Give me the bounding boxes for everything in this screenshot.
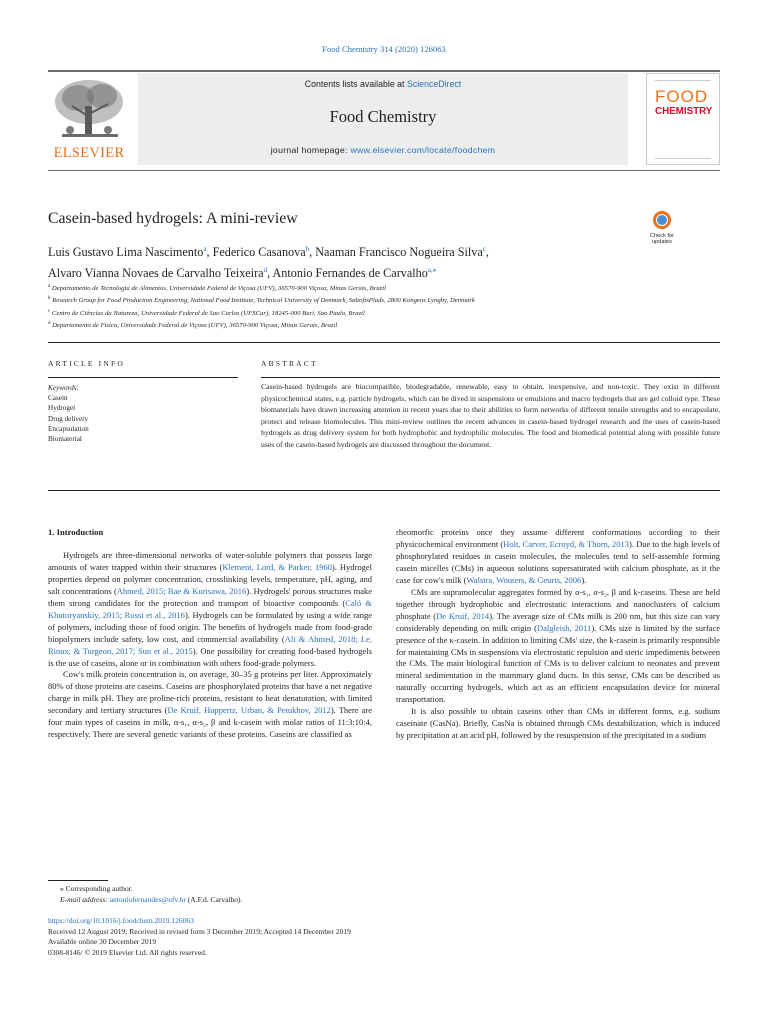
affiliation-item	[48, 294, 668, 306]
copyright: 0308-8146/ © 2019 Elsevier Ltd. All rights reserved.	[48, 947, 207, 957]
doi-link[interactable]: https://doi.org/10.1016/j.foodchem.2019.126063	[48, 916, 194, 925]
corresponding-author-note: ⁎ Corresponding author.	[60, 884, 133, 893]
author-affil-sup[interactable]: a	[203, 245, 207, 253]
body-paragraph: CMs are supramolecular aggregates formed by α-s₁, α-s₂, β and k-caseins. These are held together through hydrophobic and electrostatic interactions and nanoclusters of calcium phosphate (De Kruif, 2014). The average size of CMs milk is 200 nm, but this size can vary considerably depending on milk origin (Dalgleish, 2011). CMs size is limited by the surface presence of the κ-casein. In addition to limiting CMs' size, the k-casein is primarily responsible for maintaining CMs in suspensions via electrostatic repulsion and steric impediments between the CMs. The main biological function of CMs is to deliver calcium to neonates and prevent mineral sedimentation in the mammary gland ducts. In this sense, CMs can be described as naturally occurring hydrogels, which act as an efficient encapsulation device for mineral transportation.	[396, 586, 721, 705]
reference-link[interactable]: De Kruif, 2014	[436, 610, 490, 621]
affiliation-item	[48, 307, 668, 319]
journal-citation[interactable]: Food Chemistry 314 (2020) 126063	[322, 44, 446, 54]
sciencedirect-link[interactable]: ScienceDirect	[406, 79, 462, 89]
section-rule	[48, 490, 720, 491]
received-dates: Received 12 August 2019; Received in revised form 3 December 2019; Accepted 14 December 2019	[48, 926, 351, 936]
affiliation-text: Departamento de Tecnologia de Alimentos, Universidade Federal de Viçosa (UFV), 36570-900 Viçosa, Minas Gerais, Brazil	[51, 285, 386, 292]
keywords-block	[48, 383, 238, 444]
affiliation-sup: c	[48, 308, 51, 314]
body-column-right	[396, 527, 720, 742]
keyword-item: Casein	[48, 394, 68, 403]
journal-homepage	[138, 145, 628, 155]
affiliation-sup: d	[48, 321, 51, 327]
author-name: Luis Gustavo Lima Nascimento	[48, 245, 204, 259]
homepage-prefix: journal homepage:	[270, 145, 351, 155]
author-affil-sup[interactable]: c	[482, 245, 486, 253]
affiliation-item	[48, 282, 668, 294]
section-rule	[48, 342, 720, 343]
keyword-item: Drug delivery	[48, 414, 89, 423]
keywords-label: Keywords:	[48, 384, 79, 392]
author-affil-sup[interactable]: b	[305, 245, 310, 253]
reference-link[interactable]: Klement, Lord, & Parker, 1960	[222, 561, 332, 572]
article-info-heading: ARTICLE INFO	[48, 359, 125, 368]
contents-available	[138, 79, 628, 89]
email-label: E-mail address:	[60, 894, 110, 904]
keyword-item: Biomaterial	[48, 435, 82, 444]
reference-link[interactable]: De Kruif, Huppertz, Urban, & Petukhov, 2012	[167, 705, 331, 716]
reference-link[interactable]: Caló & Khutoryanskiy, 2015; Rossi et al., 2016	[48, 597, 372, 620]
reference-link[interactable]: Dalgleish, 2011	[536, 622, 592, 633]
available-online: Available online 30 December 2019	[48, 937, 157, 947]
affiliation-list	[48, 282, 668, 332]
cover-word-chemistry: CHEMISTRY	[655, 106, 713, 117]
footnote-rule	[48, 880, 108, 881]
article-title: Casein-based hydrogels: A mini-review	[48, 210, 298, 227]
reference-link[interactable]: Holt, Carver, Ecroyd, & Thorn, 2013	[503, 538, 630, 549]
author-list	[48, 240, 638, 282]
author-affil-sup[interactable]: d	[263, 266, 268, 274]
masthead-bottom-rule	[48, 170, 720, 171]
affiliation-item	[48, 319, 668, 331]
body-paragraph: Cow's milk protein concentration is, on average, 30–35 g proteins per liter. Approximately 80% of those proteins are caseins. Caseins are phosphorylated proteins that have a net negative charge in milk pH. They are proline-rich proteins, resistant to heat denaturation, with limited secondary and tertiary structures (De Kruif, Huppertz, Urban, & Petukhov, 2012). There are four main types of caseins in milk, α-s₁, α-s₂, β and k-casein with molar ratios of 11:3:10:4, respectively. There are several genetic variants of these proteins. Caseins are classified as	[48, 669, 373, 740]
keyword-item: Hydrogel	[48, 404, 76, 413]
journal-masthead	[48, 70, 720, 168]
author-separator: ,	[206, 245, 213, 259]
email-suffix: (A.F.d. Carvalho).	[185, 894, 243, 904]
section-heading: 1. Introduction	[48, 527, 104, 537]
keyword-item: Encapsulation	[48, 424, 89, 433]
journal-title: Food Chemistry	[329, 107, 437, 126]
author-name: Alvaro Vianna Novaes de Carvalho Teixeira	[48, 266, 264, 280]
body-paragraph: Hydrogels are three-dimensional networks of water-soluble polymers that possess large amounts of water trapped within their structures (Klement, Lord, & Parker, 1960). Hydrogel properties depend on polymer concentration, crosslinking levels, temperature, pH, aging, and salt concentrations (Ahmed, 2015; Bae & Kurisawa, 2016). Hydrogels' porous structures make them strong candidates for the protection and transport of bioactive compounds (Caló & Khutoryanskiy, 2015; Rossi et al., 2016). Hydrogels can be formulated by using a wide range of polymers, including those of food origin. The benefits of hydrogels made from food-grade biopolymers include safety, low cost, and commercial availability (Ali & Ahmed, 2018; Le, Rioux, & Turgeon, 2017; Sun et al., 2015). One possibility for creating food-based hydrogels is the use of caseins, alone or in combination with others food-grade polymers.	[48, 549, 373, 668]
homepage-link[interactable]: www.elsevier.com/locate/foodchem	[350, 145, 496, 155]
abstract-rule	[261, 377, 720, 378]
author-email-link[interactable]: antoniofernandes@ufv.br	[109, 894, 186, 904]
affiliation-text: Departamento de Física, Universidade Federal de Viçosa (UFV), 36570-900 Viçosa, Minas Gerais, Brazil	[52, 322, 338, 330]
affiliation-text: Research Group for Food Production Engineering, National Food Institute, Technical University of Denmark, SøltoftsPlads, 2800 Kongens Lyngby, Denmark	[52, 297, 475, 305]
reference-link[interactable]: Ali & Ahmed, 2018; Le, Rioux, & Turgeon, 2017; Sun et al., 2015	[48, 633, 372, 656]
cover-word-food: FOOD	[655, 87, 709, 106]
body-column-left	[48, 527, 372, 741]
author-name: Antonio Fernandes de Carvalho	[272, 266, 428, 280]
abstract-heading: ABSTRACT	[261, 359, 318, 368]
cover-rule	[655, 80, 711, 81]
author-separator: ,	[485, 245, 489, 259]
affiliation-sup: a	[48, 284, 51, 289]
check-updates-icon-center	[657, 215, 667, 225]
email-note	[48, 895, 448, 906]
body-paragraph: It is also possible to obtain caseins other than CMs in different forms, e.g. sodium caseinate (CasNa). Briefly, CasNa is obtained through CMs destabilization, which is induced by precipitation at an acid pH, followed by the resuspension of the precipitated in a sodium	[396, 706, 720, 741]
body-paragraph: rheomorfic proteins once they assume different conformations according to their physicochemical environment (Holt, Carver, Ecroyd, & Thorn, 2013). Due to the high levels of phosphorylated residues in casein molecules, the molecules tend to self-assemble forming casein micelles (CMs) in aqueous solutions supersaturated with calcium phosphate, as it the case for cow's milk (Walstra, Wouters, & Geurts, 2006).	[396, 527, 720, 585]
author-affil-sup[interactable]: a,⁎	[427, 266, 437, 274]
author-separator: ,	[267, 266, 273, 280]
article-info-rule	[48, 377, 238, 378]
affiliation-text: Centro de Ciências da Natureza, Universidade Federal de Sao Carlos (UFSCar), 18245-000 Buri, Sao Paulo, Brazil	[51, 309, 365, 317]
author-separator: ,	[309, 245, 316, 259]
elsevier-logo	[48, 76, 130, 166]
footnotes	[48, 884, 448, 905]
reference-link[interactable]: Walstra, Wouters, & Geurts, 2006	[466, 574, 582, 585]
journal-header-box	[138, 73, 628, 165]
check-updates-label: Check for updates	[650, 233, 674, 246]
publication-info	[48, 916, 548, 958]
reference-link[interactable]: Ahmed, 2015; Bae & Kurisawa, 2016	[116, 585, 247, 596]
abstract-text: Casein-based hydrogels are biocompatible, biodegradable, renewable, easy to obtain, inexpensive, and non-toxic. They exist in different physicochemical states, e.g. particle hydrogels, which can be dived in suspensions or emulsions and macro hydrogels that are gel colloid type. These biomaterials have drawn increasing attention in recent years due to their abilities to form networks of different tensile strengths and to encapsulate, protect and release biomolecules. This mini-review outlines the recent advances in casein-based hydrogel research and the uses of casein-based hydrogels as drug delivery system for both hydrophobic and hydrophilic molecules. The food and biomedical potential along with possible future uses of the casein-based hydrogels are discussed throughout the document.	[261, 382, 720, 449]
cover-rule	[655, 158, 711, 159]
elsevier-wordmark: ELSEVIER	[53, 145, 125, 161]
affiliation-sup: b	[48, 296, 51, 302]
elsevier-tree-icon	[48, 76, 130, 148]
journal-cover-thumbnail[interactable]	[646, 73, 720, 165]
contents-prefix: Contents lists available at	[304, 79, 407, 89]
author-name: Federico Casanova	[212, 245, 306, 259]
author-name: Naaman Francisco Nogueira Silva	[315, 245, 483, 259]
masthead-top-rule	[48, 70, 720, 72]
check-for-updates-badge[interactable]	[644, 211, 680, 251]
